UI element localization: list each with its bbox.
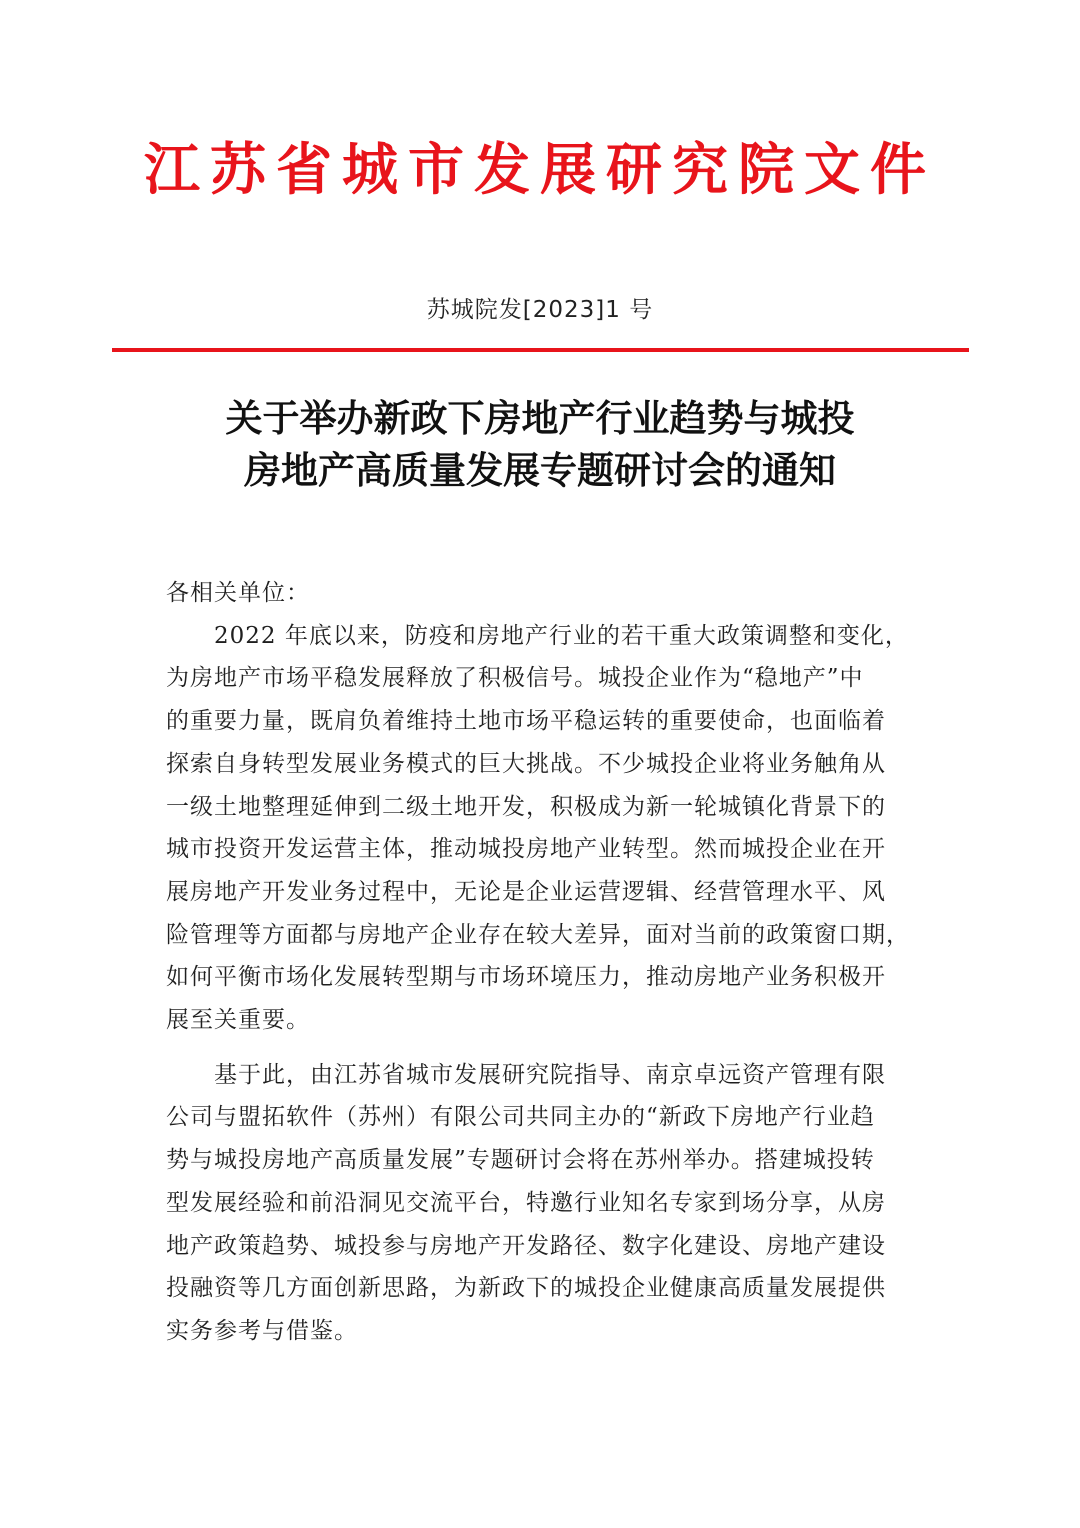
- document-number: 苏城院发[2023]1 号: [426, 297, 654, 323]
- paragraph-spacer: [166, 1042, 926, 1054]
- paragraph-1-line: 城市投资开发运营主体，推动城投房地产业转型。然而城投企业在开: [166, 836, 886, 863]
- paragraph-1-line: 险管理等方面都与房地产企业存在较大差异，面对当前的政策窗口期，: [166, 921, 910, 948]
- paragraph-1-line: 的重要力量，既肩负着维持土地市场平稳运转的重要使命，也面临着: [166, 708, 886, 735]
- paragraph-1-line: 2022 年底以来，防疫和房地产行业的若干重大政策调整和变化，: [214, 622, 909, 649]
- paragraph-2: [166, 1054, 926, 1353]
- salutation: 各相关单位：: [166, 580, 310, 606]
- notice-title-line-2: 房地产高质量发展专题研讨会的通知: [244, 448, 836, 492]
- paragraph-2-line: 型发展经验和前沿洞见交流平台，特邀行业知名专家到场分享，从房: [166, 1189, 886, 1216]
- paragraph-1: [166, 615, 926, 1042]
- notice-body: [166, 572, 926, 1353]
- notice-title: [0, 392, 1080, 496]
- paragraph-1-line: 如何平衡市场化发展转型期与市场环境压力，推动房地产业务积极开: [166, 964, 886, 991]
- paragraph-1-line: 一级土地整理延伸到二级土地开发，积极成为新一轮城镇化背景下的: [166, 793, 886, 820]
- red-divider-line: [112, 348, 969, 352]
- paragraph-1-line: 探索自身转型发展业务模式的巨大挑战。不少城投企业将业务触角从: [166, 750, 886, 777]
- paragraph-1-line: 为房地产市场平稳发展释放了积极信号。城投企业作为“稳地产”中: [166, 665, 864, 692]
- paragraph-1-line: 展房地产开发业务过程中，无论是企业运营逻辑、经营管理水平、风: [166, 878, 886, 905]
- paragraph-2-line: 势与城投房地产高质量发展”专题研讨会将在苏州举办。搭建城投转: [166, 1147, 875, 1174]
- org-document-header: 江苏省城市发展研究院文件: [144, 137, 936, 203]
- paragraph-2-line: 实务参考与借鉴。: [166, 1317, 358, 1344]
- paragraph-2-line: 投融资等几方面创新思路，为新政下的城投企业健康高质量发展提供: [166, 1275, 886, 1302]
- paragraph-1-line: 展至关重要。: [166, 1007, 310, 1034]
- notice-title-line-1: 关于举办新政下房地产行业趋势与城投: [225, 396, 855, 440]
- paragraph-2-line: 公司与盟拓软件（苏州）有限公司共同主办的“新政下房地产行业趋: [166, 1104, 875, 1131]
- paragraph-2-line: 地产政策趋势、城投参与房地产开发路径、数字化建设、房地产建设: [166, 1232, 886, 1259]
- paragraph-2-line: 基于此，由江苏省城市发展研究院指导、南京卓远资产管理有限: [214, 1061, 886, 1088]
